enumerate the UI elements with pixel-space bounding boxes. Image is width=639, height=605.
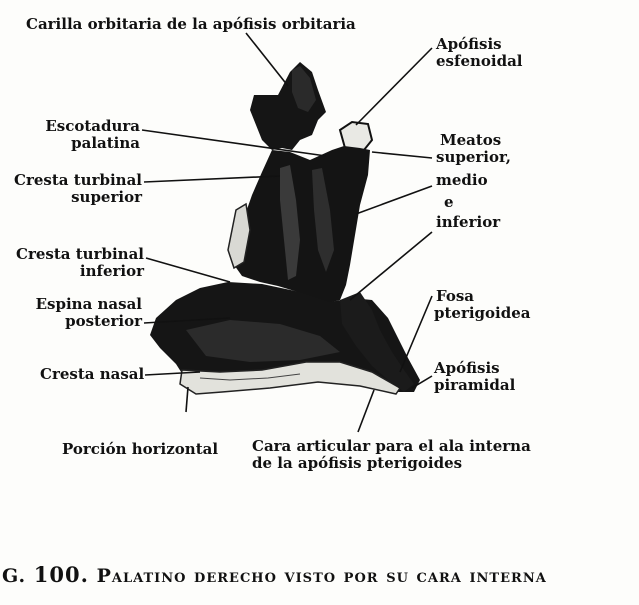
- label-piramidal-line2: piramidal: [434, 376, 516, 394]
- label-porcion-horizontal: Porción horizontal: [62, 440, 219, 458]
- label-escotadura-line2: palatina: [71, 134, 140, 152]
- label-cresta-sup-line1: Cresta turbinal: [14, 171, 142, 189]
- label-cara-articular: [252, 438, 531, 472]
- label-meatos-line5: inferior: [436, 213, 501, 231]
- label-fosa-line2: pterigoidea: [434, 304, 531, 322]
- label-cresta-turbinal-superior: [10, 172, 142, 206]
- label-fosa-pterigoidea: [434, 288, 531, 322]
- label-meatos-line1: Meatos: [440, 131, 502, 149]
- label-meatos-line2: superior,: [436, 148, 512, 166]
- label-cresta-turbinal-inferior: [10, 246, 144, 280]
- label-escotadura-palatina: [40, 118, 140, 152]
- label-apofisis-esfenoidal-line2: esfenoidal: [436, 52, 523, 70]
- label-espina-line1: Espina nasal: [35, 295, 142, 313]
- label-meatos: [436, 132, 511, 231]
- label-cresta-inf-line1: Cresta turbinal: [16, 245, 144, 263]
- figure-caption: [2, 562, 547, 587]
- label-apofisis-esfenoidal: [436, 36, 523, 70]
- label-espina-line2: posterior: [65, 312, 142, 330]
- label-carilla-orbitaria: Carilla orbitaria de la apófisis orbitaria: [26, 15, 356, 33]
- label-fosa-line1: Fosa: [436, 287, 474, 305]
- label-cara-line2: de la apófisis pterigoides: [252, 454, 463, 472]
- label-apofisis-esfenoidal-line1: Apófisis: [436, 35, 502, 53]
- label-cresta-sup-line2: superior: [71, 188, 142, 206]
- label-cresta-inf-line2: inferior: [79, 262, 144, 280]
- label-espina-nasal-posterior: [20, 296, 142, 330]
- label-apofisis-piramidal: [434, 360, 515, 394]
- caption-text: Palatino derecho visto por su cara interna: [96, 565, 547, 587]
- label-cresta-nasal: Cresta nasal: [40, 365, 145, 383]
- label-escotadura-line1: Escotadura: [45, 117, 140, 135]
- label-piramidal-line1: Apófisis: [434, 359, 500, 377]
- bone-shape: [150, 62, 420, 394]
- caption-number: 100.: [33, 562, 89, 587]
- caption-prefix: G.: [2, 565, 27, 587]
- label-meatos-line4: e: [444, 193, 454, 211]
- label-cara-line1: Cara articular para el ala interna: [252, 437, 531, 455]
- label-meatos-line3: medio: [436, 171, 488, 189]
